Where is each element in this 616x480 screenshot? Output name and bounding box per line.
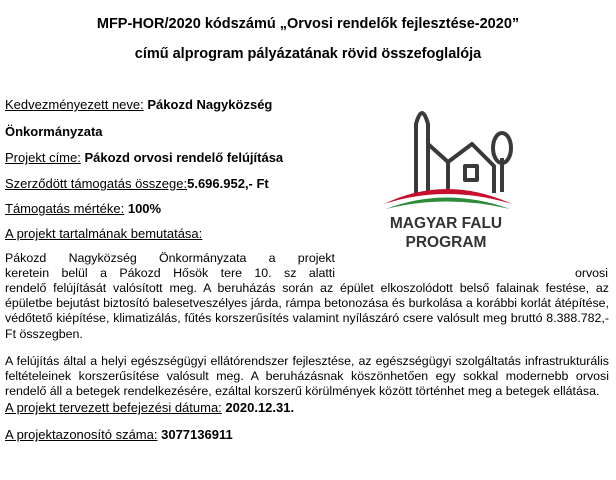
project-id-label: A projektazonosító száma: <box>5 427 158 442</box>
paragraph1-line2: keretein belül a Pákozd Hősök tere 10. sz alatti <box>5 266 335 280</box>
green-swoosh <box>386 198 510 210</box>
content-heading: A projekt tartalmának bemutatása: <box>5 226 203 241</box>
completion-label: A projekt tervezett befejezési dátuma: <box>5 400 222 415</box>
project-id-value: 3077136911 <box>161 427 233 442</box>
paragraph1-word: orvosi <box>574 266 608 280</box>
church-icon <box>416 113 494 193</box>
logo-graphic <box>370 100 520 260</box>
project-id-line <box>5 427 233 442</box>
beneficiary-value: Pákozd Nagyközség <box>147 97 273 112</box>
document-title-line2: című alprogram pályázatának rövid összefoglalója <box>134 46 482 62</box>
amount-label: Szerződött támogatás összege: <box>5 176 188 191</box>
logo-text-line2: PROGRAM <box>405 234 487 251</box>
completion-value: 2020.12.31. <box>225 400 295 415</box>
paragraph1-line1: Pákozd Nagyközség Önkormányzata a projekt <box>5 251 335 265</box>
paragraph1-body: rendelő felújítását valósított meg. A beruházás során az épület elkoszolódott belső falainak festése, az épületbe bejutást biztosító balesetveszélyes járda, rámpa betonozása és burkolása a korábbi korlát átépítése, védőtető kiépítése, klimatizálás, fűtés korszerűsítés valamint nyílászáró csere valósult meg bruttó 8.388.782,- Ft összegben. <box>5 281 609 341</box>
amount-value: 5.696.952,- Ft <box>187 176 269 191</box>
project-title-value: Pákozd orvosi rendelő felújítása <box>84 150 284 165</box>
beneficiary-line <box>5 97 272 112</box>
rate-label: Támogatás mértéke: <box>5 201 125 216</box>
document-title-line1: MFP-HOR/2020 kódszámú „Orvosi rendelők fejlesztése-2020” <box>96 16 520 32</box>
logo-text-line1: MAGYAR FALU <box>389 215 503 232</box>
completion-line <box>5 400 294 415</box>
magyar-falu-program-logo <box>370 100 520 260</box>
project-title-line <box>5 150 283 165</box>
beneficiary-label: Kedvezményezett neve: <box>5 97 144 112</box>
rate-value: 100% <box>127 201 162 216</box>
beneficiary-value-cont: Önkormányzata <box>5 124 103 139</box>
rate-line <box>5 201 161 216</box>
project-title-label: Projekt címe: <box>5 150 81 165</box>
paragraph2: A felújítás által a helyi egészségügyi ellátórendszer fejlesztése, az egészségügyi szolgáltatás infrastrukturális feltételeinek korszerűsítése valósult meg. A beruházásnak köszönhetően egy sokkal modernebb orvosi rendelő áll a betegek rendelkezésére, ezáltal korszerű körülmények között történhet meg a betegek ellátása. <box>5 354 609 399</box>
amount-line <box>5 176 269 191</box>
